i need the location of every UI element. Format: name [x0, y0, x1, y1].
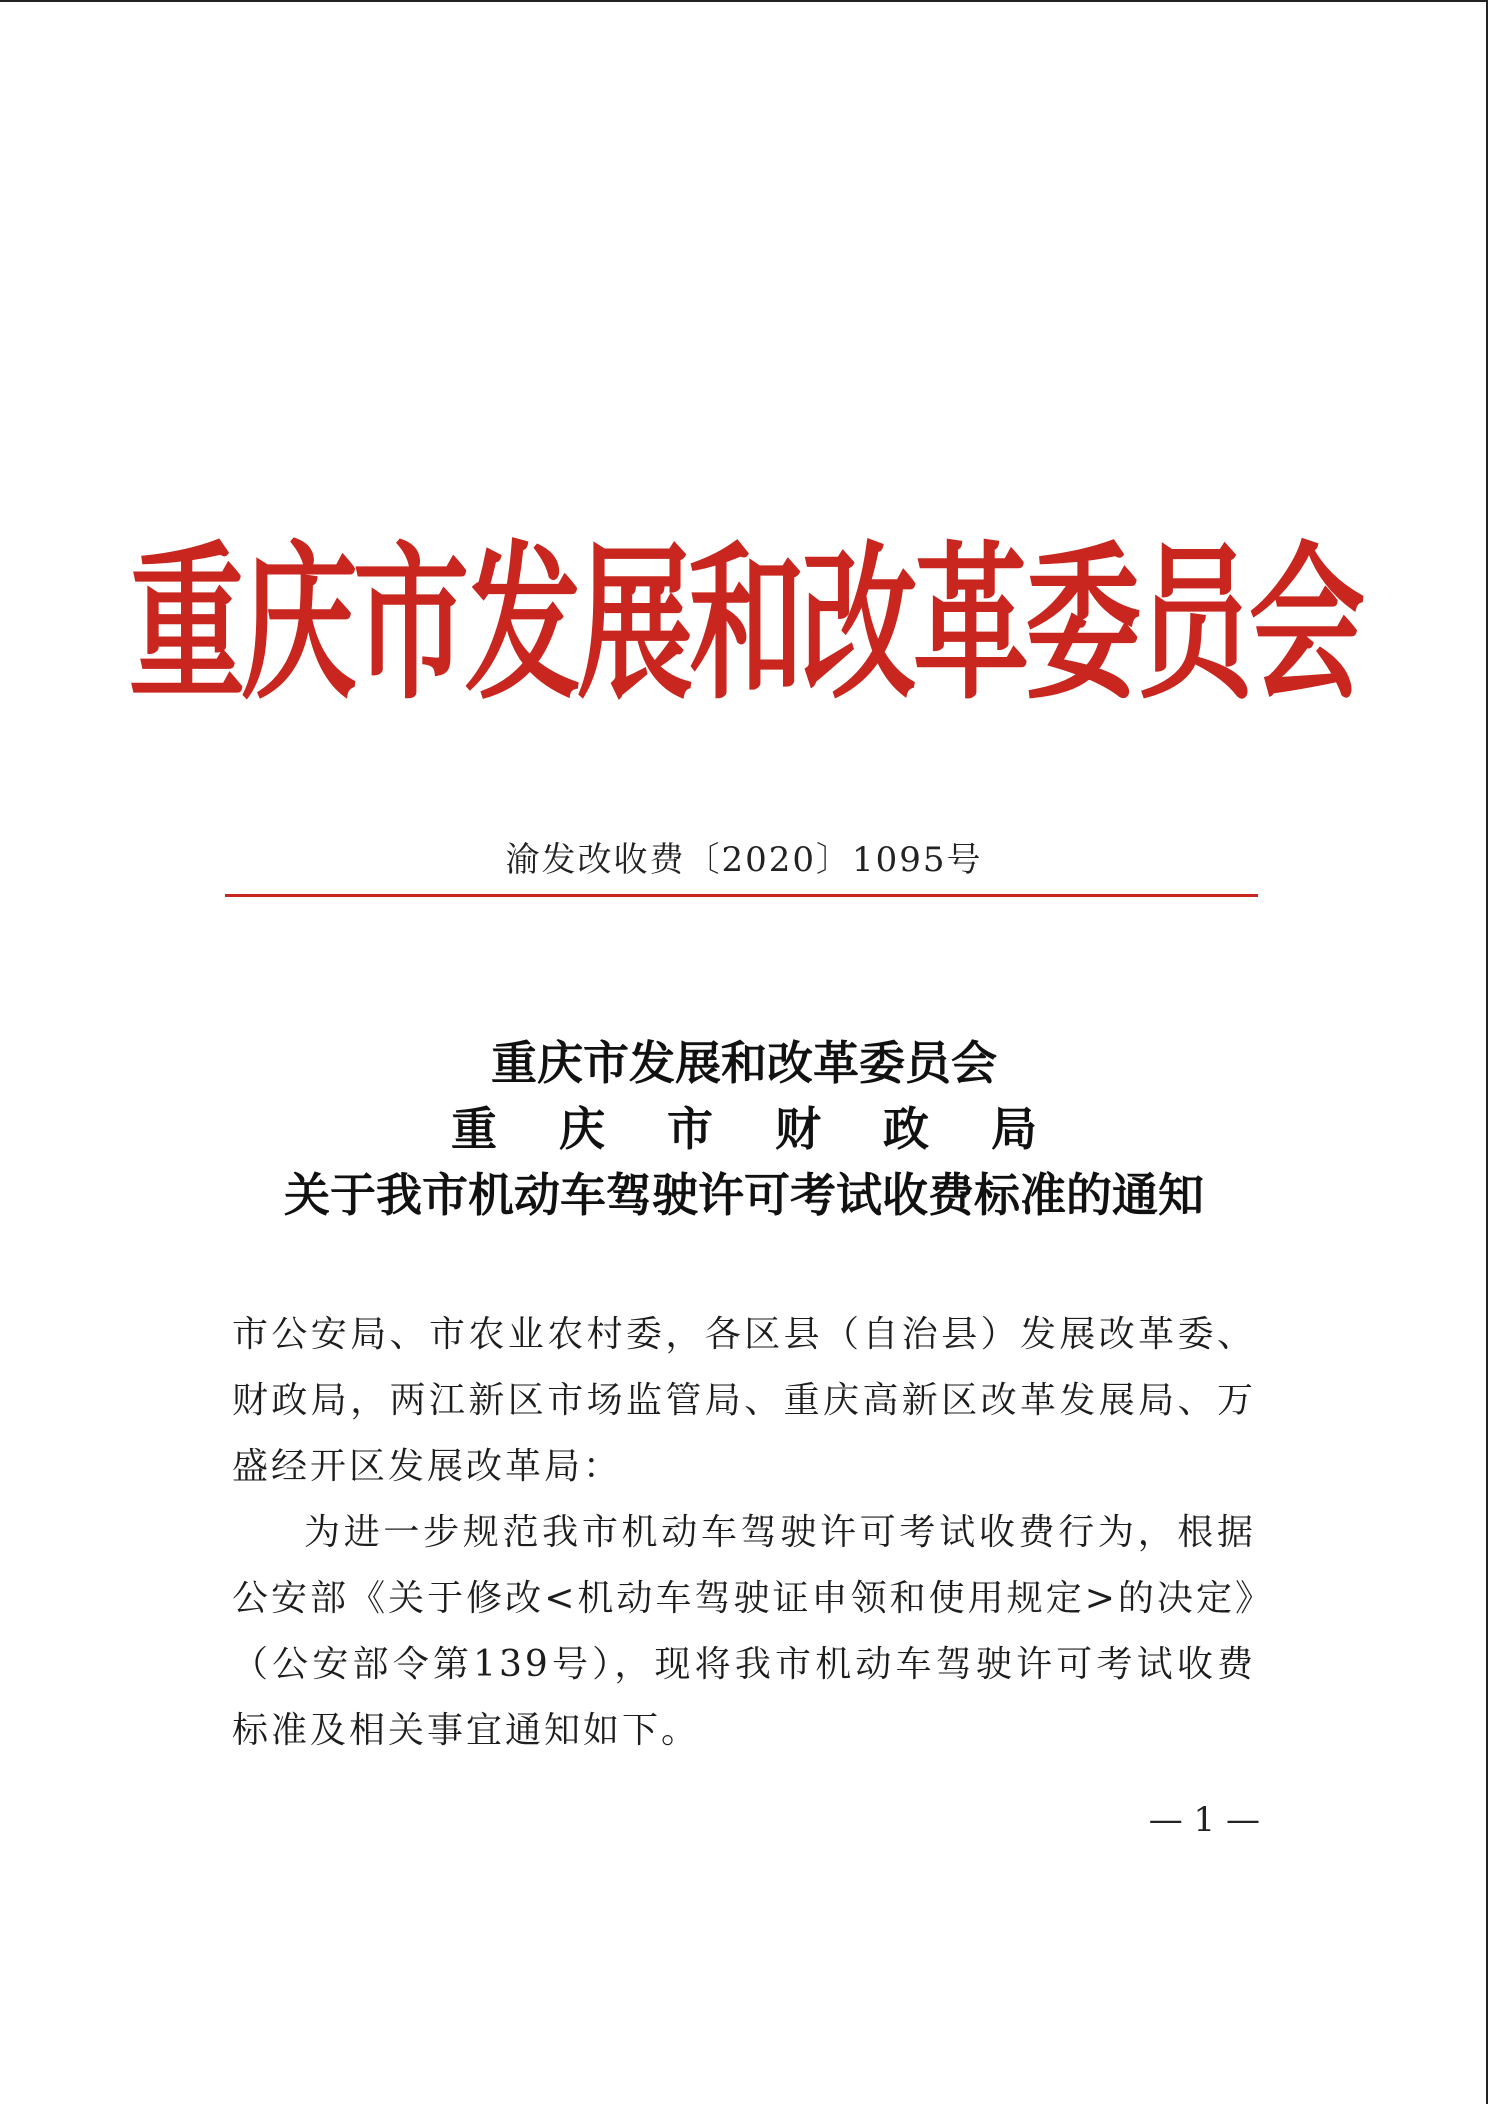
title-line-2: 重庆市财政局 [451, 1102, 1099, 1156]
document-number: 渝发改收费〔2020〕1095号 [505, 840, 983, 880]
title-line-1: 重庆市发展和改革委员会 [491, 1036, 997, 1090]
document-masthead: 重庆市发展和改革委员会 [129, 526, 1361, 723]
body-paragraph: 为进一步规范我市机动车驾驶许可考试收费行为，根据公安部《关于修改<机动车驾驶证申领和使用规定>的决定》（公安部令第139号），现将我市机动车驾驶许可考试收费标准及相关事宜通知如下。 [232, 1512, 1256, 1751]
title-line-3: 关于我市机动车驾驶许可考试收费标准的通知 [284, 1168, 1204, 1222]
page-border-top [0, 0, 1488, 2]
addressees: 市公安局、市农业农村委，各区县（自治县）发展改革委、财政局，两江新区市场监管局、重庆高新区改革发展局、万盛经开区发展改革局： [232, 1314, 1256, 1487]
page-number: — 1 — [1148, 1800, 1260, 1840]
document-body [232, 1302, 1256, 1764]
red-separator-line [225, 894, 1258, 897]
document-title [0, 1030, 1488, 1228]
